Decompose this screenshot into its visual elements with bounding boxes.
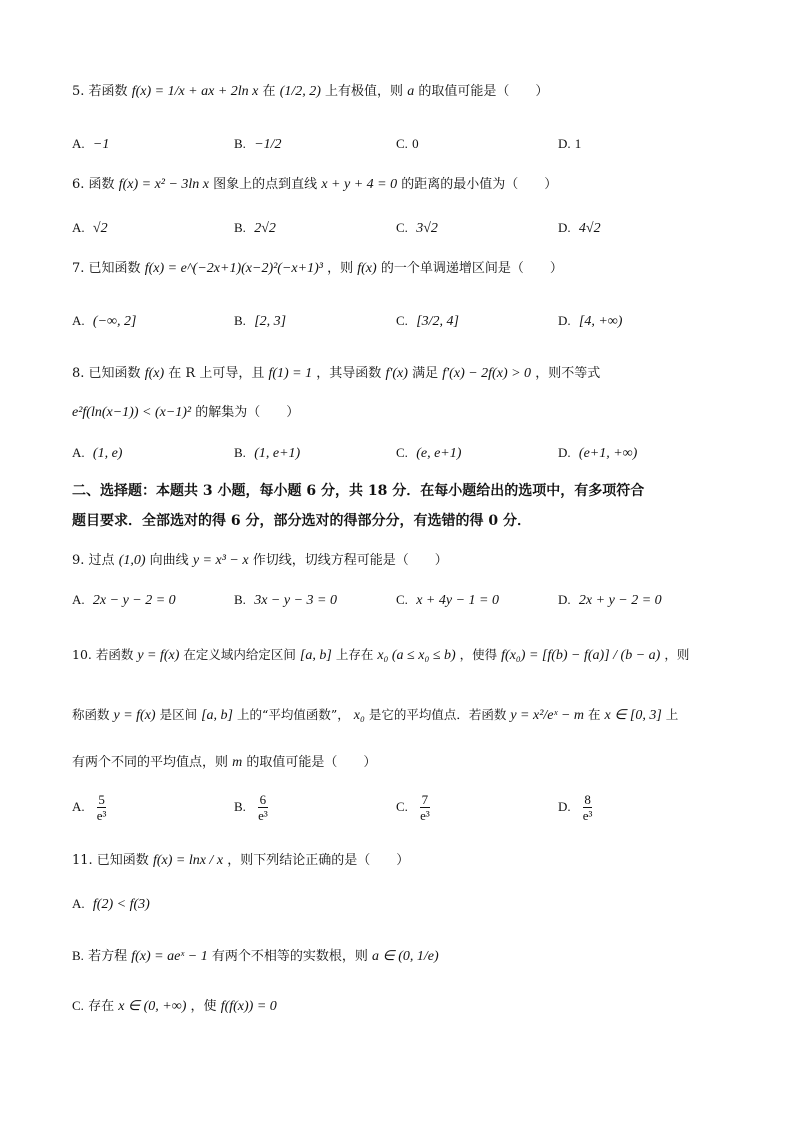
q11-stem: 11. 已知函数 f(x) = lnx / x ，则下列结论正确的是（ ） [72, 853, 410, 868]
q5-option-d: D. 1 [558, 136, 582, 151]
q7-option-c: C. [3/2, 4] [396, 313, 459, 329]
q8-inequality: e²f(ln(x−1)) < (x−1)² [72, 405, 192, 420]
q6-option-a: A. √2 [72, 220, 108, 236]
q11-option-b: B. 若方程 f(x) = aeˣ − 1 有两个不相等的实数根，则 a ∈ (0, 1/e) [72, 948, 439, 964]
q5-stem-post: 上有极值，则 [325, 84, 404, 99]
q11-option-c: C. 存在 x ∈ (0, +∞) ，使 f(f(x)) = 0 [72, 998, 277, 1014]
q10-mean-value-formula: f(x₀) = [f(b) − f(a)] / (b − a) [501, 648, 661, 663]
q10-option-c: C. $\frac{7}{\text{e³}}$ [396, 792, 430, 823]
q8-option-a: A. (1, e) [72, 445, 123, 461]
q9-option-a: A. 2x − y − 2 = 0 [72, 592, 176, 608]
q11-option-a: A. f(2) < f(3) [72, 896, 150, 912]
q5-option-b: B. −1/2 [234, 136, 282, 152]
q7-option-b: B. [2, 3] [234, 313, 287, 329]
q9-stem: 9. 过点 (1,0) 向曲线 y = x³ − x 作切线，切线方程可能是（ ） [72, 553, 448, 568]
q7-stem: 7. 已知函数 f(x) = e^(−2x+1)(x−2)²(−x+1)³ ，则 f(x) 的一个单调递增区间是（ ） [72, 261, 563, 276]
q7-option-a: A. (−∞, 2] [72, 313, 137, 329]
q8-stem: 8. 已知函数 f(x) 在 R 上可导，且 f(1) = 1 ，其导函数 f′(x) 满足 f′(x) − 2f(x) > 0 ，则不等式 [72, 366, 601, 381]
q6-function: f(x) = x² − 3ln x [118, 177, 210, 192]
q8-stem-line2: e²f(ln(x−1)) < (x−1)² 的解集为（ ） [72, 405, 300, 420]
q5-function: f(x) = 1/x + ax + 2ln x [131, 84, 259, 99]
section-2-heading: 二、选择题：本题共 3 小题，每小题 6 分，共 18 分．在每小题给出的选项中，有多项符合 [72, 483, 645, 499]
q11-function: f(x) = lnx / x [152, 853, 224, 868]
section-2-heading-line2: 题目要求．全部选对的得 6 分，部分选对的得部分分，有选错的得 0 分． [72, 513, 531, 529]
q8-option-d: D. (e+1, +∞) [558, 445, 638, 461]
q8-option-c: C. (e, e+1) [396, 445, 462, 461]
q7-function: f(x) = e^(−2x+1)(x−2)²(−x+1)³ [144, 261, 323, 276]
q6-option-d: D. 4√2 [558, 220, 601, 236]
q10-option-b: B. $\frac{6}{\text{e³}}$ [234, 792, 268, 823]
q10-stem-line2: 称函数 y = f(x) 是区间 [a, b] 上的“平均值函数”， x₀ 是它的平均值点．若函数 y = x²/eˣ − m 在 x ∈ [0, 3] 上 [72, 707, 679, 723]
q5-interval: (1/2, 2) [279, 84, 321, 99]
q6-option-c: C. 3√2 [396, 220, 438, 236]
q5-var: a [407, 84, 415, 99]
q5-option-a: A. −1 [72, 136, 110, 152]
q10-option-d: D. $\frac{8}{\text{e³}}$ [558, 792, 593, 823]
q6-stem: 6. 函数 f(x) = x² − 3ln x 图象上的点到直线 x + y + 4 = 0 的距离的最小值为（ ） [72, 177, 558, 192]
q5-stem [72, 82, 548, 102]
q9-option-d: D. 2x + y − 2 = 0 [558, 592, 662, 608]
q5-mid: 在 [262, 84, 276, 99]
q10-stem-line1: 10. 若函数 y = f(x) 在定义域内给定区间 [a, b] 上存在 x₀ (a ≤ x₀ ≤ b) ，使得 f(x₀) = [f(b) − f(a)] / (b − a) ，则 [72, 647, 690, 663]
q9-option-c: C. x + 4y − 1 = 0 [396, 592, 499, 608]
q5-option-c: C. 0 [396, 136, 419, 151]
q5-stem-pre: 5. 若函数 [72, 84, 128, 99]
q5-stem-end: 的取值可能是（ ） [418, 84, 549, 99]
q10-option-a: A. $\frac{5}{\text{e³}}$ [72, 792, 107, 823]
q8-option-b: B. (1, e+1) [234, 445, 301, 461]
q6-line: x + y + 4 = 0 [321, 177, 398, 192]
q10-stem-line3: 有两个不同的平均值点，则 m 的取值可能是（ ） [72, 755, 377, 770]
q6-option-b: B. 2√2 [234, 220, 276, 236]
q9-option-b: B. 3x − y − 3 = 0 [234, 592, 337, 608]
q7-option-d: D. [4, +∞) [558, 313, 623, 329]
